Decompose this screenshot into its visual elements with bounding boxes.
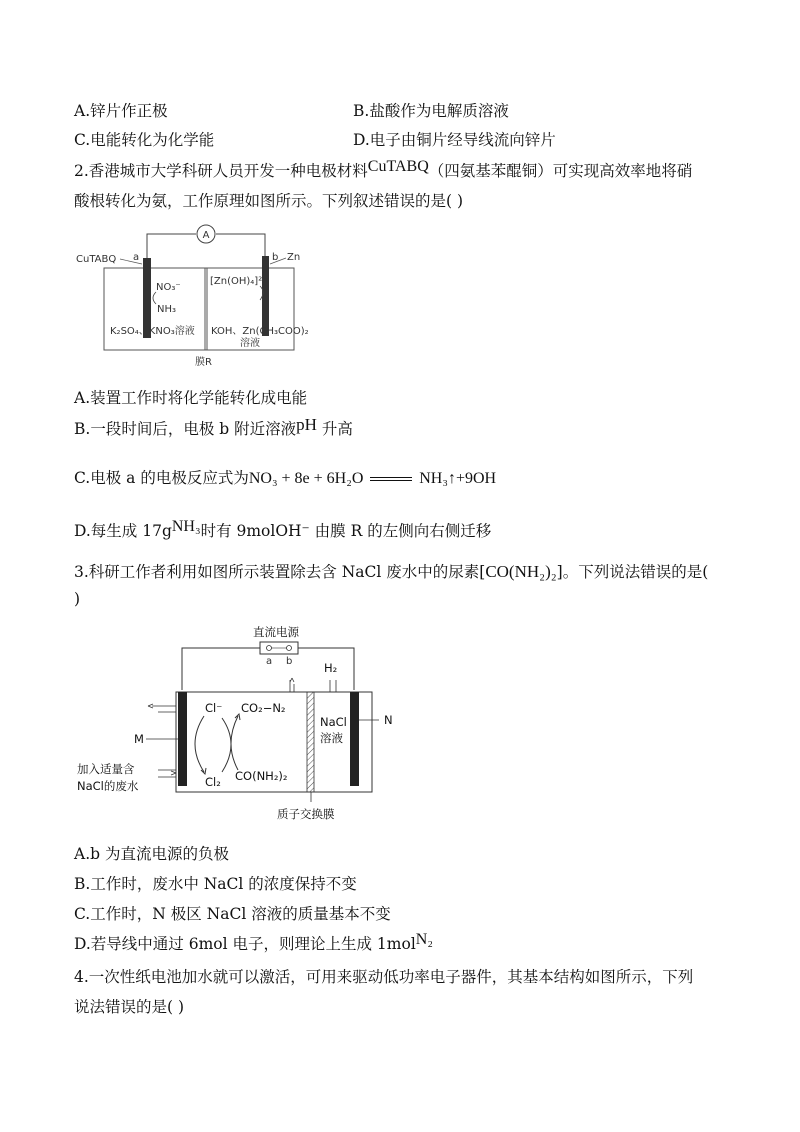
co2-n2-gases: CO₂−N₂	[241, 701, 286, 715]
q2-option-d: D.每生成 17gNH₃时有 9molOH⁻ 由膜 R 的左侧向右侧迁移	[74, 518, 492, 540]
q4-stem-line2: 说法错误的是( )	[74, 998, 185, 1016]
q3-stem-line1: 3.科研工作者利用如图所示装置除去含 NaCl 废水中的尿素[CO(NH₂)₂]。下列说法错误的是(	[74, 562, 709, 581]
ammonia-species: NH₃	[157, 304, 177, 315]
q1-option-d: D.电子由铜片经导线流向锌片	[353, 131, 556, 149]
membrane-label: 质子交换膜	[277, 807, 335, 821]
right-solution-line2: 溶液	[240, 338, 260, 349]
h2-label: H₂	[324, 661, 338, 675]
nitrate-species: NO₃⁻	[156, 282, 181, 293]
urea-species: CO(NH₂)₂	[235, 769, 288, 783]
q3-stem-line2: )	[74, 590, 81, 608]
urea-formula: CO(NH₂)₂	[485, 562, 557, 581]
q1-option-c: C.电能转化为化学能	[74, 131, 215, 149]
solution-label: 溶液	[320, 731, 343, 745]
q3-option-a: A.b 为直流电源的负极	[74, 845, 229, 863]
equals-arrow	[370, 477, 412, 481]
right-solution-line1: KOH、Zn(CH₃COO)₂	[211, 326, 309, 337]
proton-exchange-membrane	[307, 692, 314, 792]
electrode-a-letter: a	[133, 252, 140, 263]
q2-cell-diagram	[74, 224, 314, 370]
q3-option-d: D.若导线中通过 6mol 电子，则理论上生成 1molN₂	[74, 931, 433, 953]
terminal-b: b	[286, 656, 293, 667]
terminal-a: a	[266, 656, 273, 667]
q2-option-a: A.装置工作时将化学能转化成电能	[74, 389, 308, 407]
q2-option-c: C.电极 a 的电极反应式为NO₃ + 8e + 6H₂O NH₃↑+9OH	[74, 469, 497, 487]
electrode-m-label: M	[134, 732, 144, 746]
q3-electrolysis-diagram	[74, 620, 404, 825]
q4-stem-line1: 4.一次性纸电池加水就可以激活，可用来驱动低功率电子器件，其基本结构如图所示，下列	[74, 968, 694, 986]
q3-option-c: C.工作时，N 极区 NaCl 溶液的质量基本不变	[74, 905, 391, 923]
zincate-species: [Zn(OH)₄]²⁻	[210, 276, 268, 287]
nacl-label: NaCl	[320, 715, 347, 729]
q3-option-b: B.工作时，废水中 NaCl 的浓度保持不变	[74, 875, 357, 893]
right-electrode-label: Zn	[287, 252, 301, 263]
q1-option-b: B.盐酸作为电解质溶液	[353, 102, 509, 120]
inlet-label-line1: 加入适量含	[77, 762, 135, 776]
left-electrode-label: CuTABQ	[76, 254, 117, 265]
q2-material: CuTABQ	[367, 158, 429, 175]
chloride-ion: Cl⁻	[205, 701, 223, 715]
ammeter-label: A	[202, 230, 210, 241]
inlet-label-line2: NaCl的废水	[77, 779, 139, 793]
q2-stem-line1: 2.香港城市大学科研人员开发一种电极材料CuTABQ（四氨基苯醌铜）可实现高效率地将硝	[74, 158, 693, 180]
q2-stem-line2: 酸根转化为氨，工作原理如图所示。下列叙述错误的是( )	[74, 192, 464, 210]
membrane-r-label: 膜R	[195, 357, 212, 368]
q2-option-b: B.一段时间后，电极 b 附近溶液pH 升高	[74, 415, 353, 438]
power-supply-label: 直流电源	[253, 625, 299, 639]
q1-option-a: A.锌片作正极	[74, 102, 168, 120]
electrode-b-letter: b	[272, 252, 279, 263]
chlorine-gas: Cl₂	[205, 775, 221, 789]
electrode-n-label: N	[384, 713, 393, 727]
left-solution: K₂SO₄、KNO₃溶液	[110, 326, 195, 337]
